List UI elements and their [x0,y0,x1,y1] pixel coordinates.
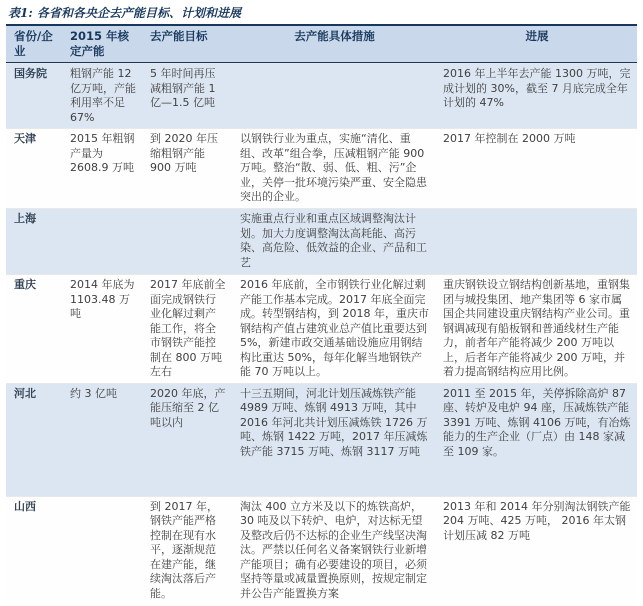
region-cell: 山西 [14,499,36,513]
capacity-cell: 2014 年底为 1103.48 万吨 [70,277,135,321]
region-cell: 国务院 [14,67,47,81]
measures-cell: 以钢铁行业为重点，实施“清化、重组、改革”组合拳，压减粗钢产能 900 万吨。整治“散、弱、低、粗、污”企业，关停一批环境污染严重、安全隐患突出的企业。 [240,132,427,204]
measures-cell: 十三五期间，河北计划压减炼铁产能 4989 万吨、炼钢 4913 万吨，其中 2016 年河北共计划压减炼铁 1726 万吨、炼钢 1422 万吨，2017 年压减炼铁产能 3715 万吨、炼钢 3117 万吨 [240,386,428,458]
table-row-tianjin [6,128,637,208]
column-header-capacity-2015: 2015 年核定产能 [70,29,130,59]
progress-cell: 重庆钢铁设立钢结构创新基地，重钢集团与城投集团、地产集团等 6 家市属国企共同建设重庆钢结构产业公司。重钢调减现有船板钢和普通线材生产能力，前者年产能将减少 200 万吨以上，后者年产能将减少 200 万吨，并着力提高钢结构应用比例。 [443,277,630,379]
target-cell: 到 2020 年压缩粗钢产能 900 万吨 [150,132,218,175]
table-row-shanxi [6,496,637,606]
capacity-cell [62,497,142,606]
measures-cell: 实施重点行业和重点区域调整淘汰计划。加大力度调整淘汰高耗能、高污染、高危险、低效益的企业、产品和工艺 [240,211,427,269]
target-cell: 2017 年底前全面完成钢铁行业化解过剩产能工作，将全市钢铁产能控制在 800 万吨左右 [150,277,226,379]
target-cell [142,209,232,274]
capacity-table [6,26,637,606]
column-header-region: 省份/企业 [14,29,53,59]
column-header-progress: 进展 [525,29,549,43]
capacity-cell [62,209,142,274]
region-cell: 天津 [14,132,36,146]
target-cell: 到 2017 年，钢铁产能严格控制在现有水平，逐渐规范在建产能，继续淘汰落后产能。 [150,499,218,600]
table-row-guowuyuan [6,63,637,128]
progress-cell [435,209,637,274]
region-cell: 重庆 [14,277,36,291]
table-title: 表1: 各省和各央企去产能目标、计划和进展 [6,0,637,26]
table-header-row [6,26,637,63]
capacity-cell: 粗钢产能 12 亿万吨，产能利用率不足 67% [70,67,136,124]
region-cell: 河北 [14,386,36,400]
column-header-measures: 去产能具体措施 [294,29,375,43]
progress-cell: 2013 年和 2014 年分别淘汰钢铁产能 204 万吨、425 万吨， 2016 年太钢计划压减 82 万吨 [443,499,631,542]
table-row-chongqing [6,274,637,383]
column-header-target: 去产能目标 [150,29,208,43]
table-row-shanghai [6,208,637,274]
table-row-hebei [6,383,637,496]
capacity-cell: 2015 年粗钢产量为 2608.9 万吨 [70,132,135,175]
region-cell: 上海 [14,211,36,225]
progress-cell: 2016 年上半年去产能 1300 万吨，完成计划的 30%，截至 7 月底完成全年计划的 47% [443,67,631,110]
target-cell: 2020 年底，产能压缩至 2 亿吨以内 [150,386,226,429]
progress-cell: 2017 年控制在 2000 万吨 [443,132,576,146]
measures-cell: 淘汰 400 立方米及以下的炼铁高炉，30 吨及以下转炉、电炉，对达标无望及整改后仍不达标的企业生产线坚决淘汰。严禁以任何名义备案钢铁行业新增产能项目；确有必要建设的项目，必须坚持等量或减量置换原则，按规定制定并公告产能置换方案 [240,499,427,600]
measures-cell: 2016 年底前，全市钢铁行业化解过剩产能工作基本完成。2017 年底全面完成。转型钢结构，到 2018 年，重庆市钢结构产值占建筑业总产值比重要达到 5%，新建市政交通基础设施应用钢结构比重达 50%，每年化解当地钢铁产能 70 万吨以上。 [240,277,429,379]
progress-cell: 2011 至 2015 年，关停拆除高炉 87 座、转炉及电炉 94 座，压减炼铁产能 3391 万吨、炼钢 4106 万吨，有冶炼能力的生产企业（厂点）由 148 家减至 109 家。 [443,386,631,458]
capacity-cell: 约 3 亿吨 [70,386,117,400]
target-cell: 5 年时间再压减粗钢产能 1 亿—1.5 亿吨 [150,67,216,110]
measures-cell [232,64,435,128]
